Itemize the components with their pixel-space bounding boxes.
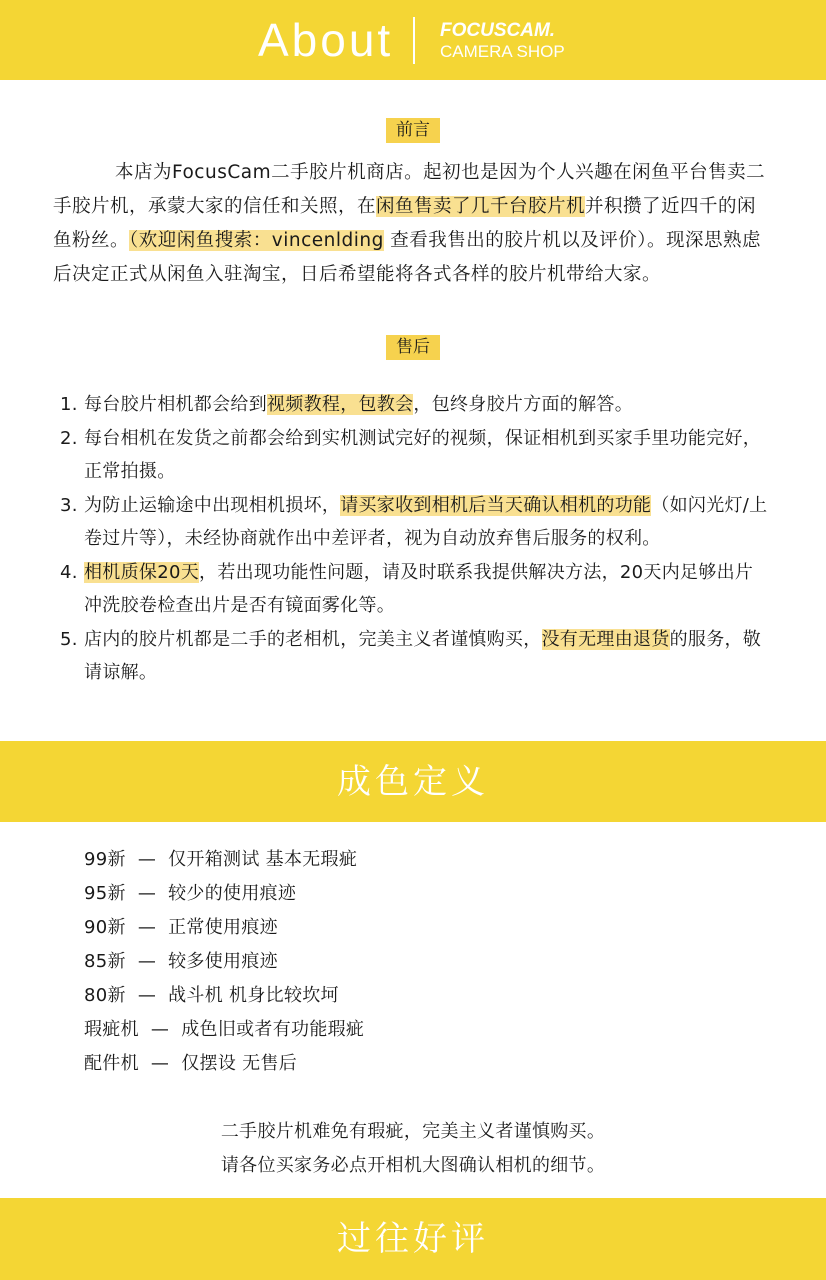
preface-tag: 前言 bbox=[386, 118, 440, 143]
item-number: 1. bbox=[60, 394, 78, 415]
header-bar bbox=[0, 0, 826, 80]
grade-dash: — bbox=[137, 883, 157, 904]
grade-desc: 仅开箱测试 基本无瑕疵 bbox=[168, 849, 358, 870]
grade-name: 99新 bbox=[84, 849, 126, 870]
item-highlight: 相机质保20天 bbox=[84, 561, 200, 583]
grade-desc: 仅摆设 无售后 bbox=[181, 1053, 298, 1074]
grade-name: 配件机 bbox=[84, 1053, 139, 1074]
grade-desc: 正常使用痕迹 bbox=[168, 917, 278, 938]
grade-dash: — bbox=[150, 1019, 170, 1040]
grade-name: 85新 bbox=[84, 951, 126, 972]
item-text: （如闪光灯/上卷过片等），未经协商就作出中差评者，视为自动放弃售后服务的权利。 bbox=[84, 494, 768, 549]
grade-dash: — bbox=[137, 985, 157, 1006]
item-text: 的服务，敬请谅解。 bbox=[84, 628, 762, 683]
preface-text: 本店为FocusCam二手胶片机商店。起初也是因为个人兴趣在闲鱼平台售卖二手胶片机，承蒙大家的信任和关照，在 bbox=[53, 162, 766, 217]
preface-text: 并积攒了近四千的闲鱼粉丝。 bbox=[53, 196, 757, 251]
list-item bbox=[60, 388, 770, 422]
grade-desc: 战斗机 机身比较坎坷 bbox=[168, 985, 339, 1006]
preface-paragraph bbox=[53, 156, 773, 292]
list-item bbox=[60, 556, 770, 623]
grade-dash: — bbox=[150, 1053, 170, 1074]
grade-item bbox=[84, 843, 364, 877]
item-number: 3. bbox=[60, 494, 78, 516]
reviews-banner bbox=[0, 1198, 826, 1280]
brand-logo-name: FOCUSCAM. bbox=[440, 20, 556, 41]
grade-dash: — bbox=[137, 849, 157, 870]
preface-text: 查看我售出的胶片机以及评价）。现深思熟虑后决定正式从闲鱼入驻淘宝，日后希望能将各式各样的胶片机带给大家。 bbox=[53, 230, 761, 285]
grade-name: 80新 bbox=[84, 985, 126, 1006]
grade-item bbox=[84, 911, 364, 945]
grade-name: 瑕疵机 bbox=[84, 1019, 139, 1040]
preface-highlight: （欢迎闲鱼搜索：vincenlding bbox=[129, 230, 384, 251]
grade-definition-banner bbox=[0, 741, 826, 822]
page-title: About bbox=[258, 14, 394, 66]
grade-name: 95新 bbox=[84, 883, 126, 904]
item-number: 5. bbox=[60, 628, 78, 650]
grade-item bbox=[84, 979, 364, 1013]
item-highlight: 请买家收到相机后当天确认相机的功能 bbox=[340, 494, 652, 516]
item-text: 店内的胶片机都是二手的老相机，完美主义者谨慎购买， bbox=[84, 628, 542, 650]
grade-item bbox=[84, 1013, 364, 1047]
after-sales-list bbox=[60, 388, 770, 690]
item-text: 每台胶片相机都会给到 bbox=[84, 394, 267, 415]
grade-item bbox=[84, 877, 364, 911]
brand-logo-subtitle: CAMERA SHOP bbox=[440, 42, 565, 61]
item-text: 每台相机在发货之前都会给到实机测试完好的视频，保证相机到买家手里功能完好，正常拍摄。 bbox=[84, 427, 762, 482]
grade-item bbox=[84, 945, 364, 979]
header-divider bbox=[413, 17, 415, 64]
after-sales-tag: 售后 bbox=[386, 335, 440, 360]
item-highlight: 视频教程，包教会 bbox=[267, 394, 414, 415]
item-number: 4. bbox=[60, 561, 78, 583]
grade-definition-title: 成色定义 bbox=[337, 762, 489, 802]
grade-desc: 较多使用痕迹 bbox=[168, 951, 278, 972]
grade-note: 二手胶片机难免有瑕疵，完美主义者谨慎购买。 bbox=[220, 1121, 606, 1142]
item-text: ，包终身胶片方面的解答。 bbox=[413, 394, 634, 415]
item-text: 为防止运输途中出现相机损坏， bbox=[84, 494, 341, 516]
list-item bbox=[60, 422, 770, 489]
grade-desc: 成色旧或者有功能瑕疵 bbox=[181, 1019, 365, 1040]
grade-item bbox=[84, 1047, 364, 1081]
item-number: 2. bbox=[60, 427, 78, 449]
list-item bbox=[60, 489, 770, 556]
preface-highlight: 闲鱼售卖了几千台胶片机 bbox=[376, 196, 586, 217]
grade-dash: — bbox=[137, 917, 157, 938]
item-highlight: 没有无理由退货 bbox=[541, 628, 670, 650]
grade-name: 90新 bbox=[84, 917, 126, 938]
grade-desc: 较少的使用痕迹 bbox=[168, 883, 297, 904]
grade-note: 请各位买家务必点开相机大图确认相机的细节。 bbox=[220, 1155, 606, 1176]
grade-list bbox=[84, 843, 364, 1081]
list-item bbox=[60, 623, 770, 690]
grade-dash: — bbox=[137, 951, 157, 972]
reviews-title: 过往好评 bbox=[337, 1219, 489, 1259]
item-text: ，若出现功能性问题，请及时联系我提供解决方法，20天内足够出片冲洗胶卷检查出片是否有镜面雾化等。 bbox=[84, 561, 754, 616]
